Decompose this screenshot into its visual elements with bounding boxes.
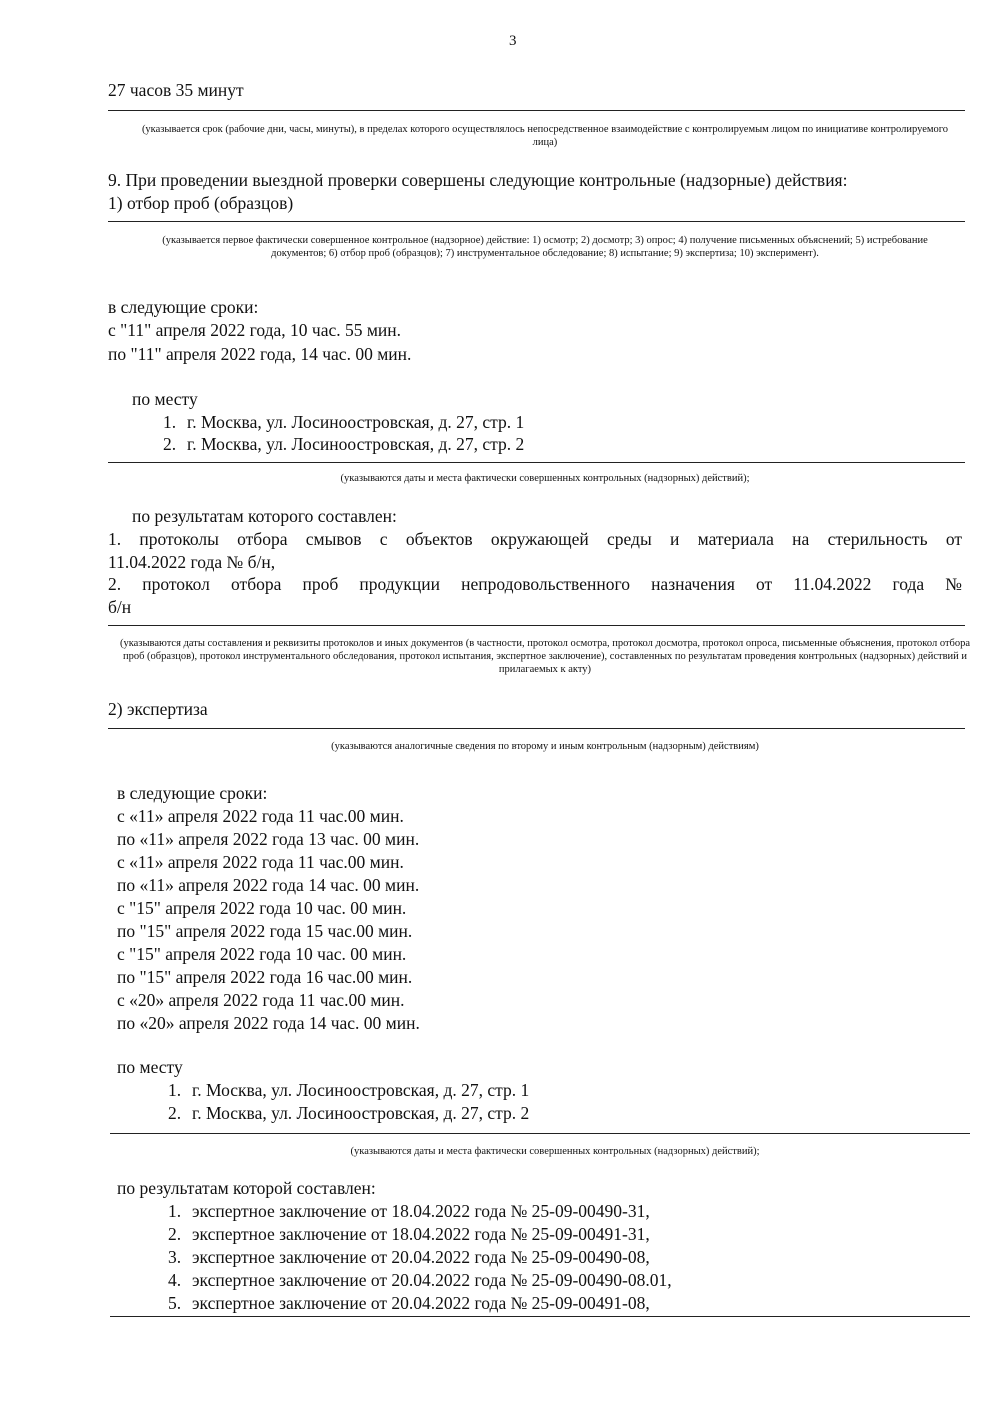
- a2-place-item: [168, 1080, 529, 1100]
- a2-term: с «11» апреля 2022 года 11 час.00 мин.: [117, 852, 404, 872]
- a2-term: по «20» апреля 2022 года 14 час. 00 мин.: [117, 1013, 420, 1033]
- divider-line: [110, 1133, 970, 1134]
- page-number: 3: [509, 33, 517, 49]
- note-dates-places: (указываются даты и места фактически совершенных контрольных (надзорных) действий);: [340, 473, 750, 484]
- list-number: 1.: [168, 1201, 182, 1221]
- result-text: экспертное заключение от 20.04.2022 года № 25-09-00490-08,: [192, 1247, 650, 1267]
- a2-term: по "15" апреля 2022 года 15 час.00 мин.: [117, 921, 413, 941]
- a1-terms-label: в следующие сроки:: [108, 297, 259, 317]
- a1-place-label: по месту: [132, 389, 198, 409]
- a2-result-item: [168, 1293, 650, 1313]
- result-text: экспертное заключение от 20.04.2022 года № 25-09-00490-08.01,: [192, 1270, 672, 1290]
- result-line: [108, 574, 962, 594]
- list-number: 5.: [168, 1293, 182, 1313]
- divider-line: [110, 1316, 970, 1317]
- a2-term: по «11» апреля 2022 года 13 час. 00 мин.: [117, 829, 420, 849]
- note-duration: (указывается срок (рабочие дни, часы, минуты), в пределах которого осуществлялось непосредственное взаимодействие с контролируемым лицом по инициативе контролируемого лица): [141, 124, 949, 148]
- list-number: 4.: [168, 1270, 182, 1290]
- list-number: 3.: [168, 1247, 182, 1267]
- place-address: г. Москва, ул. Лосиноостровская, д. 27, стр. 2: [192, 1103, 530, 1123]
- divider-line: [108, 221, 965, 222]
- a2-result-item: [168, 1270, 672, 1290]
- a2-term: по "15" апреля 2022 года 16 час.00 мин.: [117, 967, 413, 987]
- list-number: 2.: [163, 434, 177, 454]
- a2-term: с "15" апреля 2022 года 10 час. 00 мин.: [117, 944, 407, 964]
- a1-term: по "11" апреля 2022 года, 14 час. 00 мин.: [108, 344, 412, 364]
- list-number: 2.: [108, 574, 122, 594]
- action2-title: 2) экспертиза: [108, 699, 208, 719]
- result-line: [108, 529, 962, 549]
- divider-line: [108, 110, 965, 111]
- result-continuation: б/н: [108, 597, 132, 617]
- a1-term: с "11" апреля 2022 года, 10 час. 55 мин.: [108, 320, 402, 340]
- list-number: 2.: [168, 1103, 182, 1123]
- list-number: 2.: [168, 1224, 182, 1244]
- a2-result-item: [168, 1247, 650, 1267]
- note-second-action: (указываются аналогичные сведения по второму и иным контрольным (надзорным) действиям): [331, 741, 759, 752]
- list-number: 1.: [168, 1080, 182, 1100]
- list-number: 1.: [163, 412, 177, 432]
- a2-term: с «20» апреля 2022 года 11 час.00 мин.: [117, 990, 405, 1010]
- place-address: г. Москва, ул. Лосиноостровская, д. 27, стр. 2: [187, 434, 525, 454]
- a1-place-item: [163, 434, 524, 454]
- list-number: 1.: [108, 529, 122, 549]
- a2-place-item: [168, 1103, 529, 1123]
- a2-place-label: по месту: [117, 1057, 183, 1077]
- note-dates-places-2: (указываются даты и места фактически совершенных контрольных (надзорных) действий);: [350, 1146, 760, 1157]
- a2-term: с «11» апреля 2022 года 11 час.00 мин.: [117, 806, 404, 826]
- result-text: экспертное заключение от 18.04.2022 года № 25-09-00490-31,: [192, 1201, 650, 1221]
- a2-term: по «11» апреля 2022 года 14 час. 00 мин.: [117, 875, 420, 895]
- a2-results-label: по результатам которой составлен:: [117, 1178, 376, 1198]
- a2-terms-label: в следующие сроки:: [117, 783, 268, 803]
- result-text: протоколы отбора смывов с объектов окружающей среды и материала на стерильность от: [139, 529, 962, 549]
- result-continuation: 11.04.2022 года № б/н,: [108, 552, 276, 572]
- result-text: экспертное заключение от 18.04.2022 года № 25-09-00491-31,: [192, 1224, 650, 1244]
- divider-line: [108, 625, 965, 626]
- a1-results-label: по результатам которого составлен:: [132, 506, 397, 526]
- a1-result-item: [108, 574, 962, 594]
- note-protocols: (указываются даты составления и реквизиты протоколов и иных документов (в частности, протокол осмотра, протокол досмотра, протокол опроса, письменные объяснения, протокол отбора проб (образцов), протокол инструментального обследования, протокол испытания, экспертное заключение), составленных по результатам проведения контрольных (надзорных) действий и прилагаемых к акту): [119, 638, 971, 675]
- a2-result-item: [168, 1224, 650, 1244]
- section9-heading: 9. При проведении выездной проверки совершены следующие контрольные (надзорные) действия:: [108, 170, 848, 190]
- result-text: экспертное заключение от 20.04.2022 года № 25-09-00491-08,: [192, 1293, 650, 1313]
- result-text: протокол отбора проб продукции непродовольственного назначения от 11.04.2022 года №: [142, 574, 962, 594]
- a2-term: с "15" апреля 2022 года 10 час. 00 мин.: [117, 898, 407, 918]
- interaction-duration: 27 часов 35 минут: [108, 80, 244, 100]
- a1-result-item: [108, 529, 962, 549]
- divider-line: [108, 462, 965, 463]
- a1-place-item: [163, 412, 524, 432]
- a2-result-item: [168, 1201, 650, 1221]
- place-address: г. Москва, ул. Лосиноостровская, д. 27, стр. 1: [192, 1080, 530, 1100]
- action1-title: 1) отбор проб (образцов): [108, 193, 294, 213]
- note-first-action: (указывается первое фактически совершенное контрольное (надзорное) действие: 1) осмотр; 2) досмотр; 3) опрос; 4) получение письменных объяснений; 5) истребование документов; 6) отбор проб (образцов); 7) инструментальное обследование; 8) испытание; 9) экспертиза; 10) эксперимент).: [162, 235, 928, 259]
- divider-line: [108, 728, 965, 729]
- place-address: г. Москва, ул. Лосиноостровская, д. 27, стр. 1: [187, 412, 525, 432]
